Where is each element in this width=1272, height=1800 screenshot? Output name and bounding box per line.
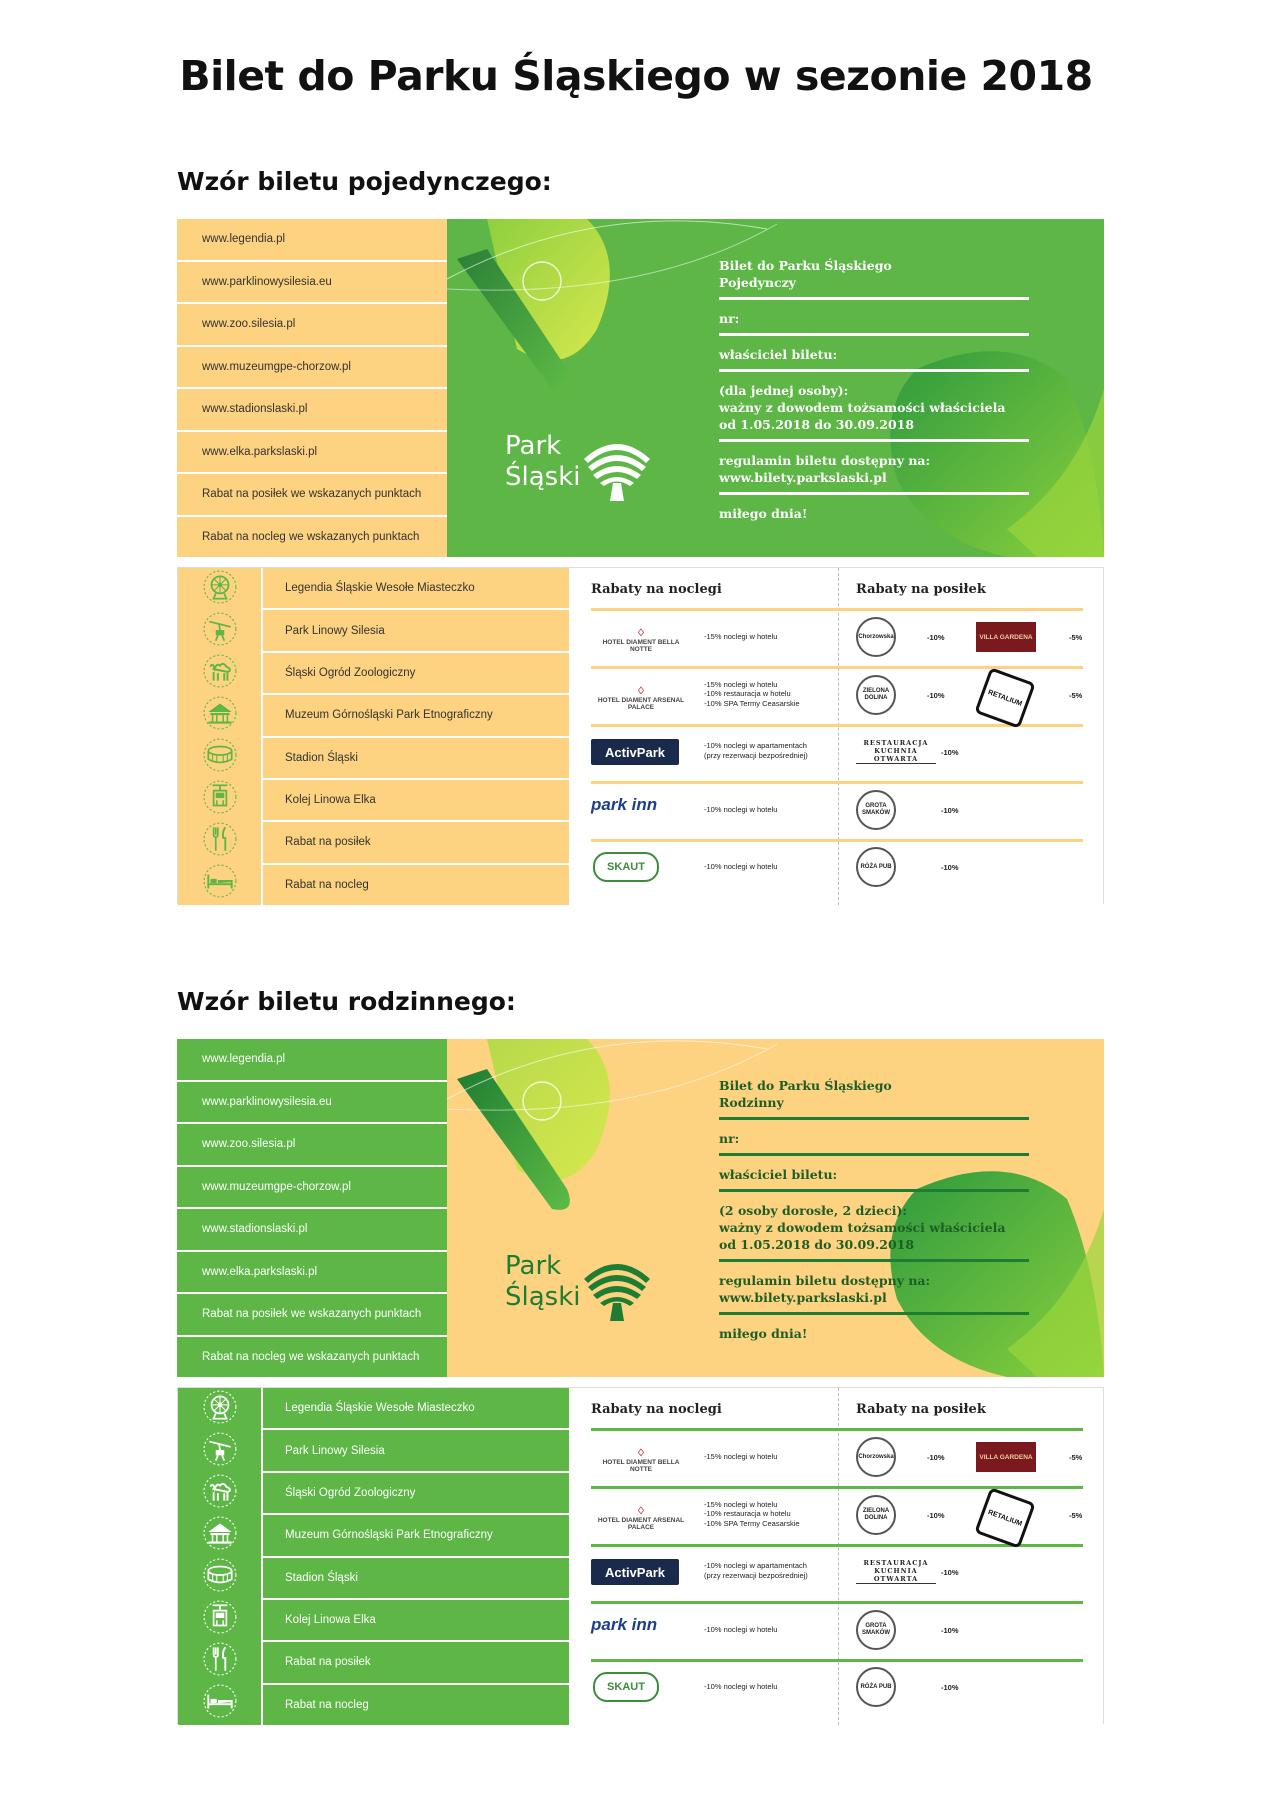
- stadium-icon: [203, 1558, 237, 1597]
- ticket-title: Bilet do Parku Śląskiego: [719, 1078, 892, 1093]
- lodging-discount-line: -10% noclegi w hotelu: [704, 1682, 778, 1691]
- park-slaski-logo: [505, 1249, 675, 1329]
- lodging-brand-name: HOTEL DIAMENT ARSENAL PALACE: [597, 1516, 685, 1531]
- camel-icon: [203, 654, 237, 693]
- link-item[interactable]: www.zoo.silesia.pl: [177, 304, 447, 347]
- row-divider: [591, 608, 1083, 611]
- links-column: [177, 219, 447, 557]
- attraction-item: Kolej Linowa Elka: [263, 1600, 569, 1642]
- food-brand-name: RESTAURACJA KUCHNIA OTWARTA: [863, 739, 929, 763]
- attraction-item: Rabat na posiłek: [263, 1642, 569, 1684]
- lodging-discount-line: -15% noclegi w hotelu: [704, 1499, 778, 1509]
- food-logo: [856, 617, 896, 657]
- single-ticket: [177, 219, 1104, 907]
- food-brand-name: RÓŻA PUB: [860, 863, 892, 870]
- food-logo: [856, 1437, 896, 1477]
- lodging-discount-line: -10% noclegi w apartamentach: [704, 1561, 807, 1570]
- cable-car-icon: [203, 1600, 237, 1639]
- attraction-item: Stadion Śląski: [263, 1558, 569, 1600]
- diamond-icon: ♢: [636, 685, 646, 697]
- lodging-logo: [591, 739, 679, 765]
- food-logo-2: [974, 667, 1036, 729]
- ferris-wheel-icon: [203, 570, 237, 609]
- attractions-list: [263, 568, 569, 905]
- discount-row: [569, 1490, 1103, 1546]
- lodging-brand-name: ActivPark: [605, 1564, 665, 1580]
- lodging-header: Rabaty na noclegi: [591, 1402, 722, 1417]
- food-logo: [856, 1559, 936, 1584]
- lodging-brand-name: park inn: [591, 794, 658, 814]
- discount-row: [569, 1662, 1103, 1718]
- lodging-discount: [704, 805, 777, 815]
- ticket-front: [177, 219, 1104, 557]
- rules-label: regulamin biletu dostępny na:: [719, 453, 931, 468]
- food-discount: -10%: [927, 1510, 945, 1520]
- lodging-discount: [704, 1625, 777, 1635]
- museum-icon: [203, 1516, 237, 1555]
- lodging-brand-name: HOTEL DIAMENT BELLA NOTTE: [602, 639, 680, 653]
- validity-dates: od 1.05.2018 do 30.09.2018: [719, 1237, 915, 1252]
- logo-line-1: Park: [505, 431, 562, 461]
- food-brand-name: ZIELONA DOLINA: [862, 1507, 890, 1521]
- food-brand-name: GROTA SMAKÓW: [862, 802, 890, 816]
- link-item: Rabat na nocleg we wskazanych punktach: [202, 530, 420, 543]
- attraction-item: Śląski Ogród Zoologiczny: [263, 1473, 569, 1515]
- food-brand-name: GROTA SMAKÓW: [862, 1622, 890, 1636]
- attraction-item: Rabat na posiłek: [263, 822, 569, 864]
- validity-note: (dla jednej osoby):: [719, 383, 849, 398]
- attraction-item: Legendia Śląskie Wesołe Miasteczko: [263, 1388, 569, 1430]
- lodging-discount-line: (przy rezerwacji bezpośredniej): [704, 750, 808, 760]
- museum-icon: [203, 696, 237, 735]
- row-divider: [591, 1428, 1083, 1431]
- lodging-discount-line: -10% SPA Termy Ceasarskie: [704, 1518, 800, 1528]
- tree-icon: [580, 1249, 654, 1328]
- lodging-logo: [591, 1506, 691, 1531]
- lodging-logo: [591, 1448, 691, 1473]
- lodging-logo: [591, 795, 657, 815]
- link-item[interactable]: www.muzeumgpe-chorzow.pl: [177, 347, 447, 390]
- food-logo-2: [976, 1442, 1036, 1472]
- lodging-discount-line: -15% noclegi w hotelu: [704, 679, 778, 689]
- park-slaski-logo: [505, 429, 675, 509]
- link-item: Rabat na nocleg we wskazanych punktach: [202, 1350, 420, 1363]
- ticket-type: Pojedynczy: [719, 275, 796, 290]
- food-discount: -10%: [941, 1568, 959, 1577]
- ticket-title: Bilet do Parku Śląskiego: [719, 258, 892, 273]
- attractions-panel: [178, 568, 569, 905]
- attraction-item: Rabat na nocleg: [285, 878, 369, 891]
- cable-car-icon: [203, 780, 237, 819]
- ticket-number: nr:: [719, 1131, 740, 1146]
- rules-url[interactable]: www.bilety.parkslaski.pl: [719, 470, 887, 485]
- link-item[interactable]: www.stadionslaski.pl: [177, 1209, 447, 1252]
- link-item[interactable]: www.elka.parkslaski.pl: [177, 1252, 447, 1295]
- page-title: Bilet do Parku Śląskiego w sezonie 2018: [179, 52, 1093, 100]
- lodging-discount: [704, 1500, 800, 1529]
- icons-column: [178, 568, 263, 905]
- food-brand-name: RÓŻA PUB: [860, 1683, 892, 1690]
- icons-column: [178, 1388, 263, 1725]
- food-logo: [856, 675, 896, 715]
- cutlery-icon: [203, 1642, 237, 1681]
- food-discount-2: -5%: [1069, 633, 1083, 642]
- discount-row: [569, 612, 1103, 668]
- attraction-item: Park Linowy Silesia: [263, 610, 569, 652]
- food-brand-name-2: VILLA GARDENA: [979, 633, 1033, 641]
- link-item[interactable]: www.parklinowysilesia.eu: [177, 1082, 447, 1125]
- lodging-discount-line: -10% noclegi w apartamentach: [704, 741, 807, 750]
- bed-icon: [203, 1684, 237, 1723]
- food-brand-name: Chorzowska: [858, 633, 894, 640]
- lodging-discount-line: -10% noclegi w hotelu: [704, 804, 778, 814]
- validity-id: ważny z dowodem tożsamości właściciela: [719, 1220, 1006, 1235]
- lodging-discount-line: (przy rezerwacji bezpośredniej): [704, 1570, 808, 1580]
- food-logo: [856, 847, 896, 887]
- link-item[interactable]: www.legendia.pl: [177, 219, 447, 262]
- lodging-discount: [704, 680, 800, 709]
- discounts-panel: [569, 1388, 1103, 1725]
- lodging-brand-name: SKAUT: [607, 861, 645, 873]
- food-brand-name-2: VILLA GARDENA: [979, 1453, 1033, 1461]
- food-logo-2: [976, 622, 1036, 652]
- discount-row: [569, 670, 1103, 726]
- lodging-brand-name: park inn: [591, 1614, 658, 1634]
- food-logo-2: [974, 1487, 1036, 1549]
- food-brand-name: ZIELONA DOLINA: [862, 687, 890, 701]
- farewell: miłego dnia!: [719, 506, 808, 521]
- lodging-logo: [591, 686, 691, 711]
- discount-row: [569, 785, 1103, 841]
- zipline-icon: [203, 612, 237, 651]
- lodging-logo: [591, 1615, 657, 1635]
- attraction-item: Muzeum Górnośląski Park Etnograficzny: [263, 1515, 569, 1557]
- food-discount-2: -5%: [1069, 1510, 1083, 1520]
- food-discount: -10%: [941, 748, 959, 757]
- ticket-info: [719, 1077, 1029, 1358]
- food-logo: [856, 1667, 896, 1707]
- food-brand-name-2: RETALIUM: [987, 688, 1023, 707]
- food-logo: [856, 790, 896, 830]
- link-item: Rabat na posiłek we wskazanych punktach: [177, 1294, 447, 1337]
- attraction-item: Kolej Linowa Elka: [263, 780, 569, 822]
- lodging-logo: [593, 852, 659, 882]
- links-column: [177, 1039, 447, 1377]
- lodging-logo: [591, 628, 691, 653]
- link-item[interactable]: www.zoo.silesia.pl: [177, 1124, 447, 1167]
- lodging-brand-name: HOTEL DIAMENT ARSENAL PALACE: [597, 696, 685, 711]
- logo-line-2: Śląski: [505, 1282, 581, 1312]
- family-ticket: [177, 1039, 1104, 1727]
- ticket-back: [177, 1387, 1104, 1724]
- rules-url[interactable]: www.bilety.parkslaski.pl: [719, 1290, 887, 1305]
- food-discount: -10%: [927, 690, 945, 700]
- ticket-owner: właściciel biletu:: [719, 347, 838, 362]
- ticket-type: Rodzinny: [719, 1095, 784, 1110]
- lodging-logo: [593, 1672, 659, 1702]
- validity-dates: od 1.05.2018 do 30.09.2018: [719, 417, 915, 432]
- discounts-panel: [569, 568, 1103, 905]
- link-item[interactable]: www.stadionslaski.pl: [177, 389, 447, 432]
- lodging-discount-line: -15% noclegi w hotelu: [704, 632, 778, 641]
- lodging-logo: [591, 1559, 679, 1585]
- food-brand-name-2: RETALIUM: [987, 1508, 1023, 1527]
- ticket-heading: Wzór biletu pojedynczego:: [177, 167, 552, 196]
- food-discount: -10%: [927, 1453, 945, 1462]
- food-discount-2: -5%: [1069, 1453, 1083, 1462]
- discount-row: [569, 1547, 1103, 1603]
- attraction-item: Muzeum Górnośląski Park Etnograficzny: [263, 695, 569, 737]
- diamond-icon: ♢: [636, 628, 646, 639]
- attraction-item: Stadion Śląski: [263, 738, 569, 780]
- diamond-icon: ♢: [636, 1448, 646, 1459]
- diamond-icon: ♢: [636, 1505, 646, 1517]
- attractions-list: [263, 1388, 569, 1725]
- lodging-discount-line: -10% restauracja w hotelu: [704, 689, 791, 698]
- link-item[interactable]: www.legendia.pl: [177, 1039, 447, 1082]
- discount-row: [569, 1605, 1103, 1661]
- discount-row: [569, 1432, 1103, 1488]
- food-discount: -10%: [941, 863, 959, 872]
- farewell: miłego dnia!: [719, 1326, 808, 1341]
- tree-icon: [580, 429, 654, 508]
- link-item: Rabat na posiłek we wskazanych punktach: [177, 474, 447, 517]
- lodging-brand-name: ActivPark: [605, 744, 665, 760]
- lodging-discount: [704, 1682, 777, 1692]
- lodging-discount: [704, 632, 777, 642]
- attraction-item: Śląski Ogród Zoologiczny: [263, 653, 569, 695]
- food-discount-2: -5%: [1069, 690, 1083, 700]
- rules-label: regulamin biletu dostępny na:: [719, 1273, 931, 1288]
- validity-id: ważny z dowodem tożsamości właściciela: [719, 400, 1006, 415]
- food-header: Rabaty na posiłek: [856, 582, 986, 597]
- lodging-header: Rabaty na noclegi: [591, 582, 722, 597]
- bed-icon: [203, 864, 237, 903]
- food-logo: [856, 739, 936, 764]
- lodging-discount: [704, 741, 808, 760]
- food-discount: -10%: [941, 1683, 959, 1692]
- lodging-brand-name: HOTEL DIAMENT BELLA NOTTE: [602, 1459, 680, 1473]
- food-logo: [856, 1495, 896, 1535]
- zipline-icon: [203, 1432, 237, 1471]
- lodging-brand-name: SKAUT: [607, 1681, 645, 1693]
- food-discount: -10%: [941, 1625, 959, 1635]
- validity-note: (2 osoby dorosłe, 2 dzieci):: [719, 1203, 908, 1218]
- ticket-back: [177, 567, 1104, 904]
- lodging-discount: [704, 1561, 808, 1580]
- link-item[interactable]: www.elka.parkslaski.pl: [177, 432, 447, 475]
- link-item[interactable]: www.muzeumgpe-chorzow.pl: [177, 1167, 447, 1210]
- ticket-owner: właściciel biletu:: [719, 1167, 838, 1182]
- lodging-discount: [704, 862, 777, 872]
- food-brand-name: RESTAURACJA KUCHNIA OTWARTA: [863, 1559, 929, 1583]
- food-brand-name: Chorzowska: [858, 1453, 894, 1460]
- lodging-discount-line: -10% noclegi w hotelu: [704, 1624, 778, 1634]
- lodging-discount: [704, 1452, 777, 1462]
- attraction-item: Park Linowy Silesia: [263, 1430, 569, 1472]
- lodging-discount-line: -10% restauracja w hotelu: [704, 1509, 791, 1518]
- camel-icon: [203, 1474, 237, 1513]
- ferris-wheel-icon: [203, 1390, 237, 1429]
- logo-line-1: Park: [505, 1251, 562, 1281]
- cutlery-icon: [203, 822, 237, 861]
- food-discount: -10%: [927, 633, 945, 642]
- stadium-icon: [203, 738, 237, 777]
- attraction-item: Rabat na nocleg: [285, 1698, 369, 1711]
- food-discount: -10%: [941, 805, 959, 815]
- ticket-info: [719, 257, 1029, 538]
- link-item[interactable]: www.parklinowysilesia.eu: [177, 262, 447, 305]
- discount-row: [569, 727, 1103, 783]
- ticket-front: [177, 1039, 1104, 1377]
- food-header: Rabaty na posiłek: [856, 1402, 986, 1417]
- ticket-number: nr:: [719, 311, 740, 326]
- lodging-discount-line: -10% SPA Termy Ceasarskie: [704, 698, 800, 708]
- discount-row: [569, 842, 1103, 898]
- lodging-discount-line: -10% noclegi w hotelu: [704, 862, 778, 871]
- food-logo: [856, 1610, 896, 1650]
- lodging-discount-line: -15% noclegi w hotelu: [704, 1452, 778, 1461]
- attractions-panel: [178, 1388, 569, 1725]
- attraction-item: Legendia Śląskie Wesołe Miasteczko: [263, 568, 569, 610]
- logo-line-2: Śląski: [505, 462, 581, 492]
- ticket-heading: Wzór biletu rodzinnego:: [177, 987, 516, 1016]
